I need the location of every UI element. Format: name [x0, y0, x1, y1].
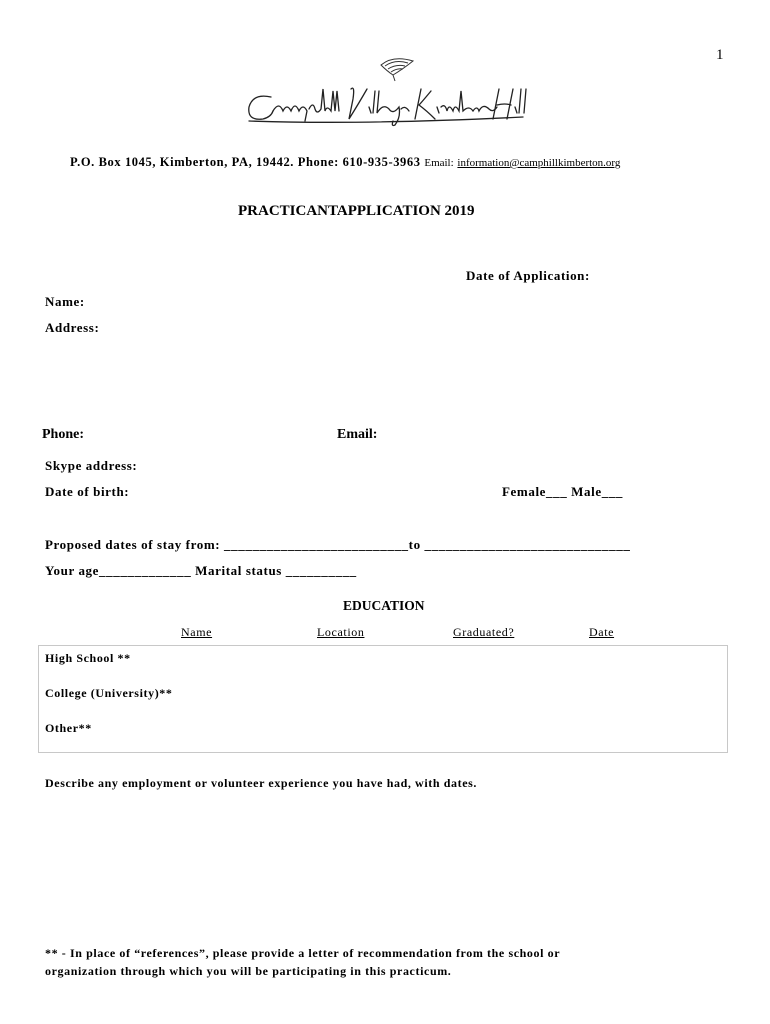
footnote-line-1: ** - In place of “references”, please provide a letter of recommendation from the school or — [45, 946, 561, 960]
contact-email-label: Email: — [424, 157, 454, 169]
address-label: Address: — [45, 320, 100, 335]
gender-field: Female___ Male___ — [502, 484, 624, 499]
contact-line — [70, 155, 620, 170]
edu-row-high-school: High School ** — [45, 651, 131, 665]
edu-col-graduated: Graduated? — [453, 625, 515, 639]
camphill-logo — [243, 55, 528, 130]
edu-col-date: Date — [589, 625, 615, 639]
contact-email-link[interactable]: information@camphillkimberton.org — [457, 157, 621, 169]
phone-label: Phone: — [42, 427, 84, 442]
experience-prompt: Describe any employment or volunteer experience you have had, with dates. — [45, 776, 477, 790]
name-label: Name: — [45, 294, 85, 309]
edu-row-other: Other** — [45, 721, 92, 735]
dob-label: Date of birth: — [45, 484, 130, 499]
footnote-line-2: organization through which you will be participating in this practicum. — [45, 964, 452, 978]
contact-address: P.O. Box 1045, Kimberton, PA, 19442. Phone: 610-935-3963 — [70, 155, 421, 169]
edu-col-name: Name — [181, 625, 213, 639]
edu-row-college: College (University)** — [45, 686, 173, 700]
stay-dates-field: Proposed dates of stay from: __________________________to _____________________________ — [45, 537, 631, 552]
page-number: 1 — [716, 47, 724, 63]
email-label: Email: — [337, 427, 378, 442]
age-marital-field: Your age_____________ Marital status __________ — [45, 563, 357, 578]
skype-label: Skype address: — [45, 458, 138, 473]
date-of-application-label: Date of Application: — [466, 268, 590, 283]
form-title: PRACTICANTAPPLICATION 2019 — [238, 203, 475, 219]
edu-col-location: Location — [317, 625, 365, 639]
education-heading: EDUCATION — [343, 598, 425, 613]
